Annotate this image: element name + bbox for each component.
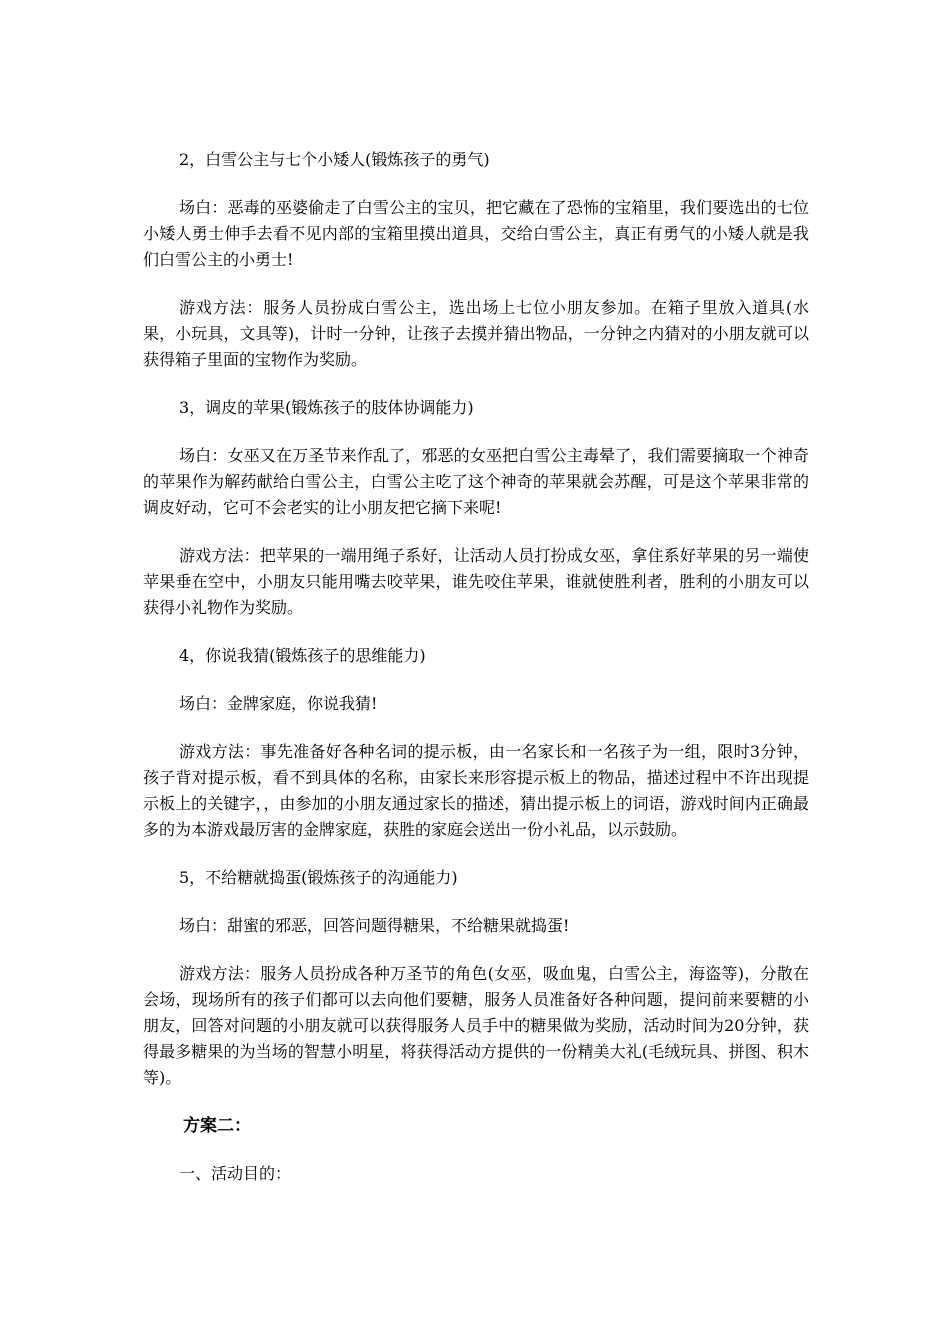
- section-trick-or-treat: [143, 865, 809, 1091]
- method-paragraph: 游戏方法：服务人员扮成各种万圣节的角色(女巫，吸血鬼，白雪公主，海盗等)，分散在会场，现场所有的孩子们都可以去向他们要糖，服务人员准备好各种问题，提问前来要糖的小朋友，回答对问题的小朋友就可以获得服务人员手中的糖果做为奖励，活动时间为20分钟，获得最多糖果的为当场的智慧小明星，将获得活动方提供的一份精美大礼(毛绒玩具、拼图、积木等)。: [143, 964, 809, 1087]
- section-heading: 2，白雪公主与七个小矮人(锻炼孩子的勇气): [179, 150, 490, 169]
- document-body: [143, 147, 809, 1209]
- section-snow-white: [143, 147, 809, 373]
- method-paragraph: 游戏方法：把苹果的一端用绳子系好，让活动人员打扮成女巫，拿住系好苹果的另一端使苹果垂在空中，小朋友只能用嘴去咬苹果，谁先咬住苹果，谁就使胜利者，胜利的小朋友可以获得小礼物作为奖励。: [143, 546, 809, 617]
- scene-paragraph: 场白：甜蜜的邪恶，回答问题得糖果，不给糖果就捣蛋!: [179, 916, 570, 935]
- activity-purpose-heading: 一、活动目的：: [179, 1164, 292, 1183]
- scene-paragraph: 场白：女巫又在万圣节来作乱了，邪恶的女巫把白雪公主毒晕了，我们需要摘取一个神奇的苹果作为解药献给白雪公主，白雪公主吃了这个神奇的苹果就会苏醒，可是这个苹果非常的调皮好动，它可不会老实的让小朋友把它摘下来呢!: [143, 446, 809, 517]
- section-heading: 3，调皮的苹果(锻炼孩子的肢体协调能力): [179, 398, 474, 417]
- plan-two-title: 方案二：: [183, 1116, 251, 1136]
- scene-paragraph: 场白：金牌家庭，你说我猜!: [179, 694, 378, 713]
- method-paragraph: 游戏方法：服务人员扮成白雪公主，选出场上七位小朋友参加。在箱子里放入道具(水果，小玩具，文具等)，计时一分钟，让孩子去摸并猜出物品，一分钟之内猜对的小朋友就可以获得箱子里面的宝物作为奖励。: [143, 298, 809, 369]
- scene-paragraph: 场白：恶毒的巫婆偷走了白雪公主的宝贝，把它藏在了恐怖的宝箱里，我们要选出的七位小矮人勇士伸手去看不见内部的宝箱里摸出道具，交给白雪公主，真正有勇气的小矮人就是我们白雪公主的小勇士!: [143, 198, 809, 269]
- section-you-say-i-guess: [143, 643, 809, 843]
- method-paragraph: 游戏方法：事先准备好各种名词的提示板，由一名家长和一名孩子为一组，限时3分钟，孩子背对提示板，看不到具体的名称，由家长来形容提示板上的物品，描述过程中不许出现提示板上的关键字，，由参加的小朋友通过家长的描述，猜出提示板上的词语，游戏时间内正确最多的为本游戏最厉害的金牌家庭，获胜的家庭会送出一份小礼品，以示鼓励。: [143, 742, 809, 839]
- section-naughty-apple: [143, 395, 809, 621]
- section-heading: 4，你说我猜(锻炼孩子的思维能力): [179, 646, 426, 665]
- section-heading: 5，不给糖就捣蛋(锻炼孩子的沟通能力): [179, 868, 458, 887]
